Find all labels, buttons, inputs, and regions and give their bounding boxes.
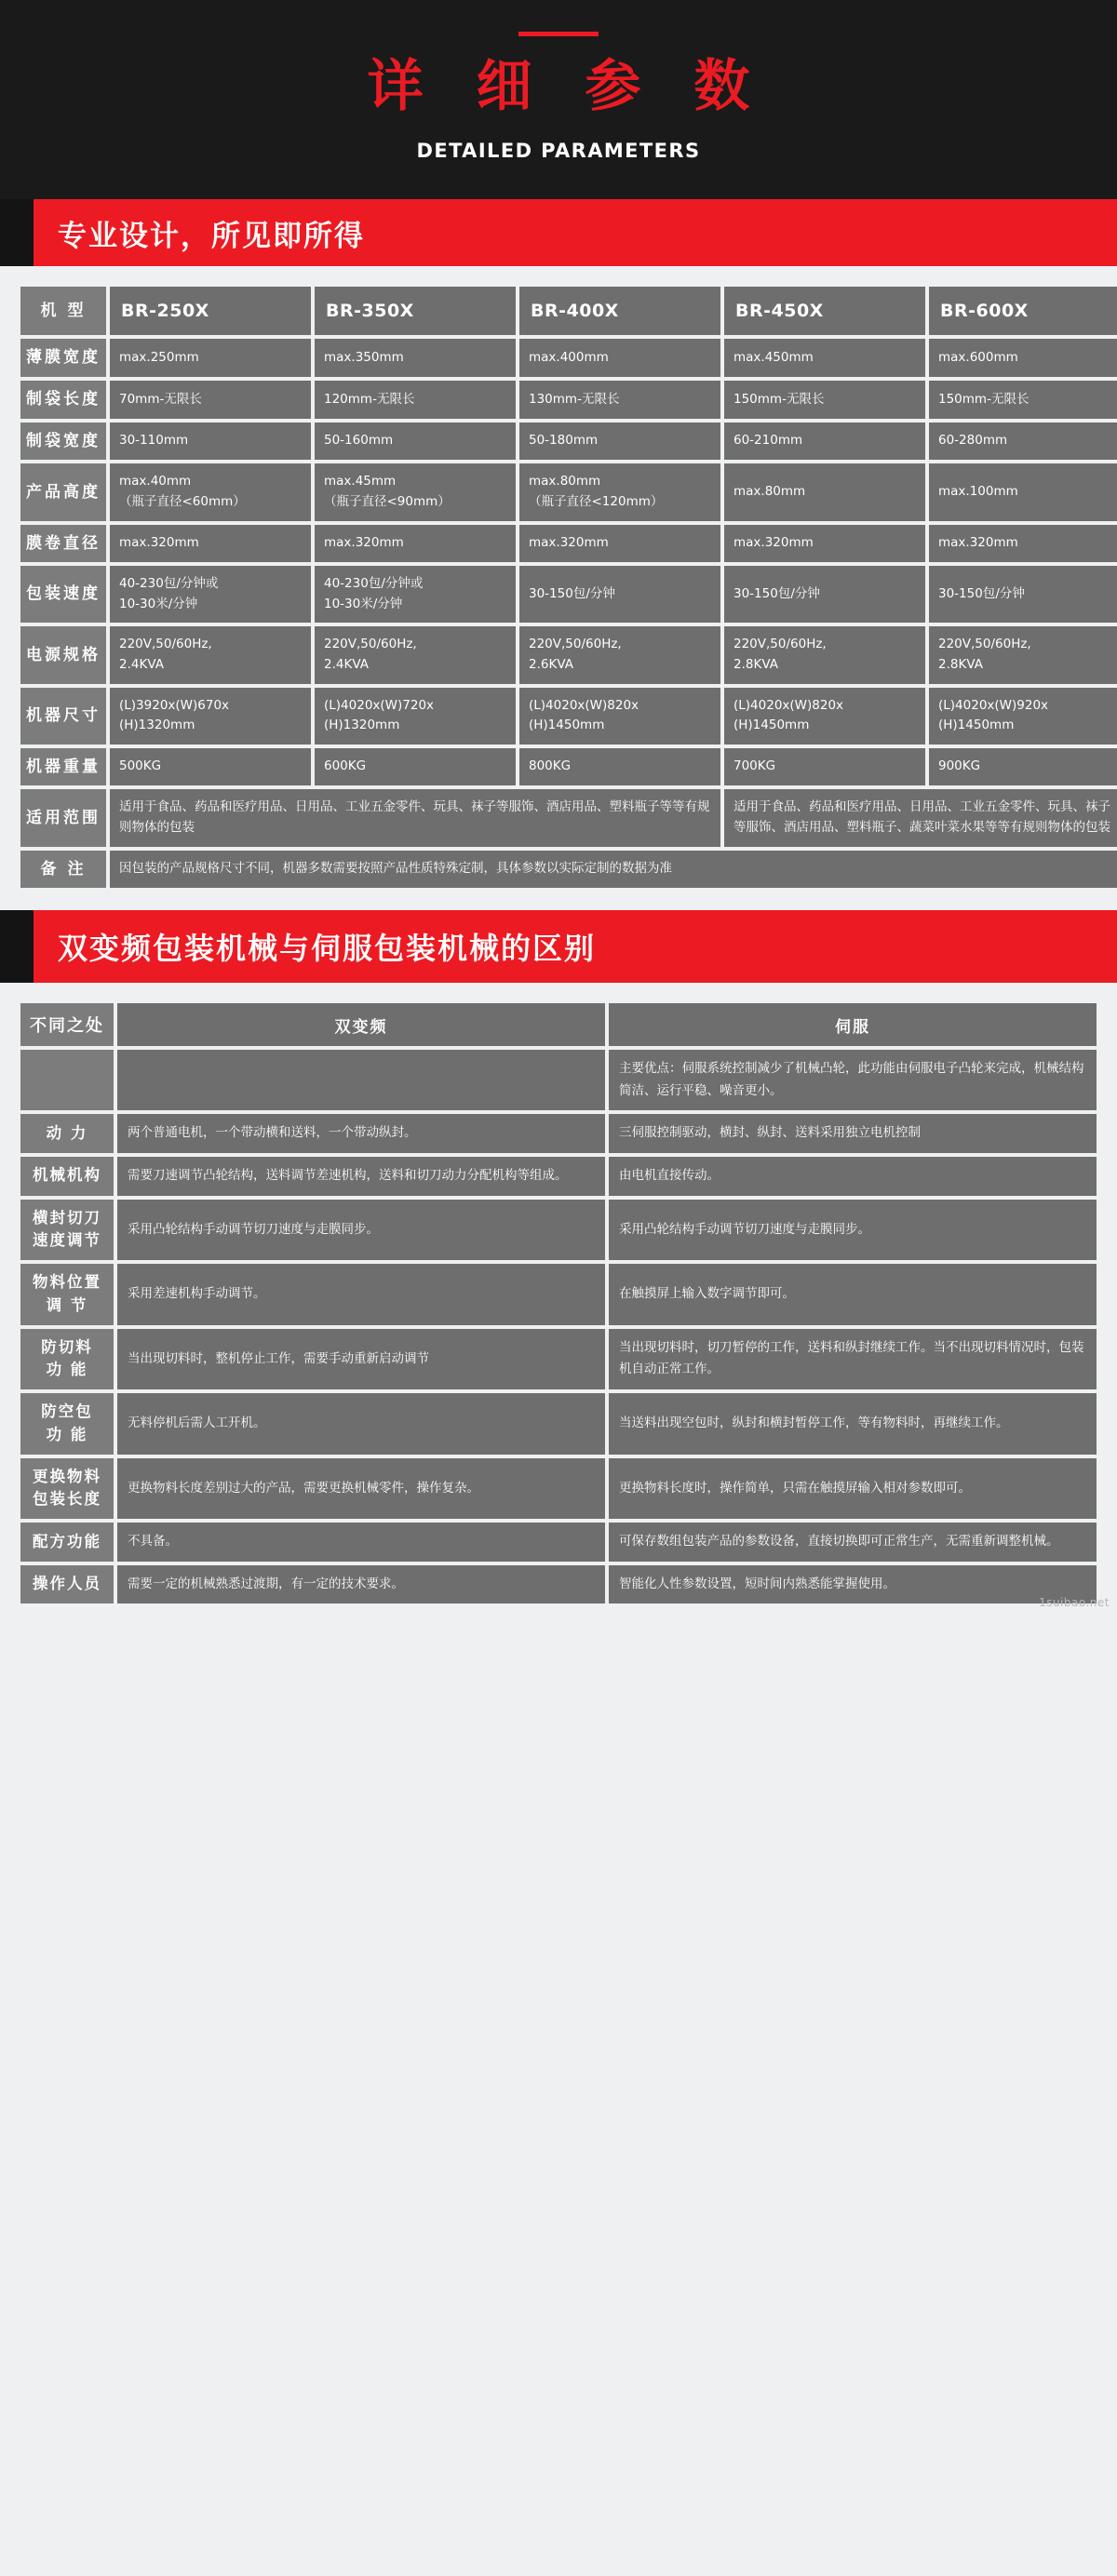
hero-section — [0, 0, 1117, 199]
spec-cell: max.350mm — [315, 339, 516, 377]
spec-cell: max.80mm — [724, 463, 925, 520]
page-subtitle: DETAILED PARAMETERS — [416, 140, 701, 162]
spec-cell: 700KG — [724, 748, 925, 786]
specs-table-wrap — [0, 266, 1117, 897]
difference-table — [17, 1000, 1100, 1607]
specs-table — [17, 283, 1117, 892]
spec-row-label: 膜卷直径 — [20, 525, 106, 563]
page-title: 详 细 参 数 — [367, 54, 767, 119]
specs-header-cell: BR-400X — [519, 287, 720, 335]
difference-row-label: 物料位置 调 节 — [20, 1264, 114, 1325]
specs-header-cell: BR-600X — [929, 287, 1117, 335]
spec-cell: 150mm-无限长 — [929, 381, 1117, 419]
table-row — [20, 1329, 1097, 1390]
spec-cell: 900KG — [929, 748, 1117, 786]
difference-cell-dual-frequency: 更换物料长度差别过大的产品，需要更换机械零件，操作复杂。 — [117, 1458, 605, 1520]
spacer-1 — [0, 897, 1117, 910]
spec-cell: max.600mm — [929, 339, 1117, 377]
table-row — [20, 1523, 1097, 1562]
spec-cell: max.80mm （瓶子直径<120mm） — [519, 463, 720, 520]
spec-cell: max.45mm （瓶子直径<90mm） — [315, 463, 516, 520]
spec-cell: 30-110mm — [110, 423, 311, 461]
difference-cell-dual-frequency: 需要刀速调节凸轮结构，送料调节差速机构，送料和切刀动力分配机构等组成。 — [117, 1157, 605, 1196]
spec-cell: 30-150包/分钟 — [519, 566, 720, 623]
spec-cell: 40-230包/分钟或 10-30米/分钟 — [315, 566, 516, 623]
difference-cell-dual-frequency: 采用差速机构手动调节。 — [117, 1264, 605, 1325]
difference-cell-dual-frequency: 需要一定的机械熟悉过渡期，有一定的技术要求。 — [117, 1565, 605, 1604]
scope-cell-right: 适用于食品、药品和医疗用品、日用品、工业五金零件、玩具、袜子等服饰、酒店用品、塑料瓶子、蔬菜叶菜水果等等有规则物体的包装 — [724, 789, 1117, 846]
difference-cell-dual-frequency: 无料停机后需人工开机。 — [117, 1393, 605, 1455]
table-row — [20, 381, 1117, 419]
scope-row-label: 适用范围 — [20, 789, 106, 846]
table-row — [20, 1157, 1097, 1196]
specs-header-cell: BR-450X — [724, 287, 925, 335]
table-row — [20, 626, 1117, 683]
difference-header-cell: 伺服 — [609, 1003, 1097, 1046]
specs-header-row — [20, 287, 1117, 335]
spec-cell: 150mm-无限长 — [724, 381, 925, 419]
table-row — [20, 1393, 1097, 1455]
difference-cell-servo: 采用凸轮结构手动调节切刀速度与走膜同步。 — [609, 1200, 1097, 1261]
spec-cell: max.400mm — [519, 339, 720, 377]
spec-cell: 220V,50/60Hz, 2.8KVA — [724, 626, 925, 683]
spec-cell: 220V,50/60Hz, 2.4KVA — [315, 626, 516, 683]
difference-cell-servo: 可保存数组包装产品的参数设备，直接切换即可正常生产，无需重新调整机械。 — [609, 1523, 1097, 1562]
difference-cell-dual-frequency — [117, 1050, 605, 1110]
spec-row-label: 制袋长度 — [20, 381, 106, 419]
difference-cell-servo: 当出现切料时，切刀暂停的工作，送料和纵封继续工作。当不出现切料情况时，包装机自动正常工作。 — [609, 1329, 1097, 1390]
spec-cell: max.450mm — [724, 339, 925, 377]
spec-cell: (L)3920x(W)670x (H)1320mm — [110, 688, 311, 745]
specs-header-model-label: 机 型 — [20, 287, 106, 335]
spec-cell: 70mm-无限长 — [110, 381, 311, 419]
difference-cell-servo: 主要优点：伺服系统控制减少了机械凸轮，此功能由伺服电子凸轮来完成，机械结构简洁、运行平稳、噪音更小。 — [609, 1050, 1097, 1110]
table-row — [20, 1050, 1097, 1110]
section-banner-specs-label: 专业设计，所见即所得 — [58, 219, 365, 253]
table-row — [20, 339, 1117, 377]
spec-cell: 800KG — [519, 748, 720, 786]
difference-row-label: 配方功能 — [20, 1523, 114, 1562]
table-row — [20, 1458, 1097, 1520]
specs-header-cell: BR-250X — [110, 287, 311, 335]
spec-cell: (L)4020x(W)820x (H)1450mm — [724, 688, 925, 745]
table-row — [20, 1200, 1097, 1261]
scope-cell-left: 适用于食品、药品和医疗用品、日用品、工业五金零件、玩具、袜子等服饰、酒店用品、塑料瓶子等等有规则物体的包装 — [110, 789, 720, 846]
difference-header-label: 不同之处 — [20, 1003, 114, 1046]
table-row — [20, 1565, 1097, 1604]
spec-cell: max.320mm — [929, 525, 1117, 563]
watermark: 1suibao.net — [1039, 1596, 1110, 1610]
table-row — [20, 1264, 1097, 1325]
spec-cell: 600KG — [315, 748, 516, 786]
spec-row-label: 产品高度 — [20, 463, 106, 520]
difference-row-label: 机械机构 — [20, 1157, 114, 1196]
spec-cell: 30-150包/分钟 — [724, 566, 925, 623]
difference-cell-servo: 更换物料长度时，操作简单，只需在触摸屏输入相对参数即可。 — [609, 1458, 1097, 1520]
difference-cell-dual-frequency: 采用凸轮结构手动调节切刀速度与走膜同步。 — [117, 1200, 605, 1261]
spec-cell: (L)4020x(W)720x (H)1320mm — [315, 688, 516, 745]
table-row — [20, 688, 1117, 745]
spec-cell: max.320mm — [315, 525, 516, 563]
spec-row-label: 薄膜宽度 — [20, 339, 106, 377]
difference-cell-servo: 三伺服控制驱动，横封、纵封、送料采用独立电机控制 — [609, 1114, 1097, 1153]
difference-header-cell: 双变频 — [117, 1003, 605, 1046]
spec-cell: max.320mm — [110, 525, 311, 563]
difference-table-wrap — [0, 983, 1117, 1613]
specs-header-cell: BR-350X — [315, 287, 516, 335]
remark-cell: 因包装的产品规格尺寸不同，机器多数需要按照产品性质特殊定制，具体参数以实际定制的数据为准 — [110, 851, 1117, 889]
difference-row-label: 动 力 — [20, 1114, 114, 1153]
spec-cell: 220V,50/60Hz, 2.8KVA — [929, 626, 1117, 683]
table-row — [20, 1114, 1097, 1153]
spec-cell: 220V,50/60Hz, 2.4KVA — [110, 626, 311, 683]
spec-cell: max.320mm — [724, 525, 925, 563]
difference-row-label: 操作人员 — [20, 1565, 114, 1604]
difference-header-row — [20, 1003, 1097, 1046]
spec-cell: 50-180mm — [519, 423, 720, 461]
difference-cell-dual-frequency: 当出现切料时，整机停止工作，需要手动重新启动调节 — [117, 1329, 605, 1390]
difference-cell-servo: 当送料出现空包时，纵封和横封暂停工作，等有物料时，再继续工作。 — [609, 1393, 1097, 1455]
spec-row-label: 电源规格 — [20, 626, 106, 683]
section-banner-specs — [0, 199, 1117, 266]
section-banner-difference — [0, 910, 1117, 983]
spec-cell: 220V,50/60Hz, 2.6KVA — [519, 626, 720, 683]
difference-cell-servo: 在触摸屏上输入数字调节即可。 — [609, 1264, 1097, 1325]
table-row-remark — [20, 851, 1117, 889]
spec-cell: (L)4020x(W)920x (H)1450mm — [929, 688, 1117, 745]
difference-row-label — [20, 1050, 114, 1110]
difference-row-label: 防空包 功 能 — [20, 1393, 114, 1455]
spec-cell: (L)4020x(W)820x (H)1450mm — [519, 688, 720, 745]
spec-row-label: 机器尺寸 — [20, 688, 106, 745]
difference-cell-servo: 由电机直接传动。 — [609, 1157, 1097, 1196]
table-row — [20, 748, 1117, 786]
table-row — [20, 566, 1117, 623]
spec-row-label: 制袋宽度 — [20, 423, 106, 461]
difference-row-label: 横封切刀 速度调节 — [20, 1200, 114, 1261]
table-row — [20, 463, 1117, 520]
spec-cell: 60-280mm — [929, 423, 1117, 461]
spec-cell: 40-230包/分钟或 10-30米/分钟 — [110, 566, 311, 623]
spec-cell: 30-150包/分钟 — [929, 566, 1117, 623]
spec-cell: max.100mm — [929, 463, 1117, 520]
spec-cell: 50-160mm — [315, 423, 516, 461]
spec-cell: 130mm-无限长 — [519, 381, 720, 419]
section-banner-difference-label: 双变频包装机械与伺服包装机械的区别 — [58, 931, 597, 967]
spec-cell: max.320mm — [519, 525, 720, 563]
remark-row-label: 备 注 — [20, 851, 106, 889]
spec-cell: max.250mm — [110, 339, 311, 377]
difference-cell-servo: 智能化人性参数设置，短时间内熟悉能掌握使用。 — [609, 1565, 1097, 1604]
spec-cell: max.40mm （瓶子直径<60mm） — [110, 463, 311, 520]
difference-cell-dual-frequency: 不具备。 — [117, 1523, 605, 1562]
difference-cell-dual-frequency: 两个普通电机，一个带动横和送料，一个带动纵封。 — [117, 1114, 605, 1153]
spec-cell: 60-210mm — [724, 423, 925, 461]
spec-cell: 500KG — [110, 748, 311, 786]
difference-row-label: 更换物料 包装长度 — [20, 1458, 114, 1520]
spec-cell: 120mm-无限长 — [315, 381, 516, 419]
hero-divider — [518, 32, 599, 36]
table-row-scope — [20, 789, 1117, 846]
table-row — [20, 423, 1117, 461]
difference-row-label: 防切料 功 能 — [20, 1329, 114, 1390]
table-row — [20, 525, 1117, 563]
spec-row-label: 包装速度 — [20, 566, 106, 623]
spec-row-label: 机器重量 — [20, 748, 106, 786]
